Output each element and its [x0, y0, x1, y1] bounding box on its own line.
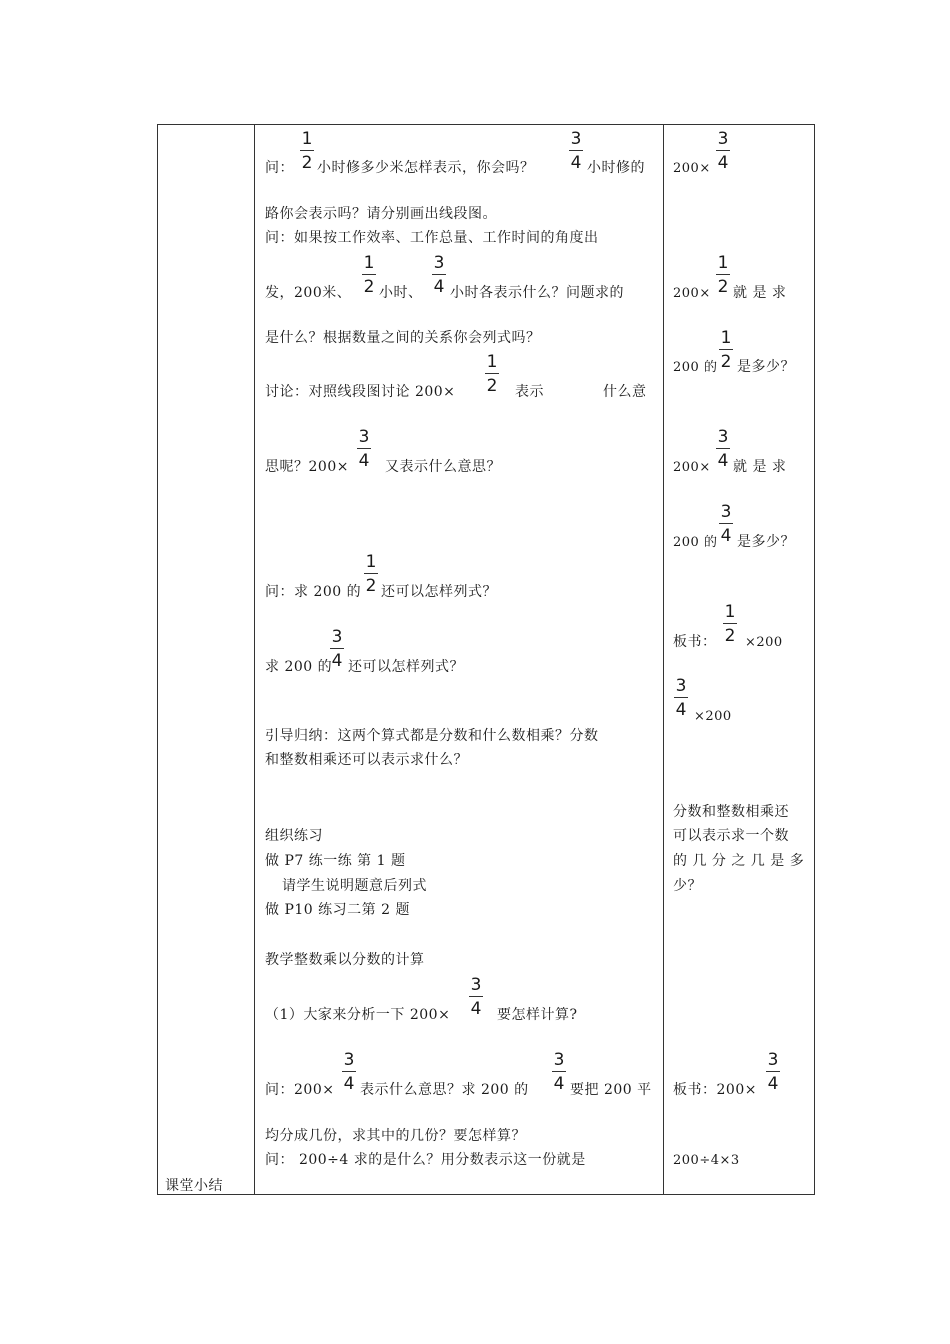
text-line: 是多少？: [737, 359, 795, 375]
text-line: 小时、: [379, 285, 423, 301]
section-label-summary: 课堂小结: [165, 1178, 223, 1194]
text-line: 表示: [515, 384, 544, 400]
fraction-three-quarters: 3 4: [767, 1050, 779, 1094]
fraction-three-quarters: 3 4: [717, 129, 729, 173]
fraction-three-quarters: 3 4: [720, 502, 732, 546]
text-line: 的 几 分 之 几 是 多: [673, 853, 805, 869]
fraction-three-quarters: 3 4: [470, 975, 482, 1019]
fraction-three-quarters: 3 4: [343, 1050, 355, 1094]
fraction-three-quarters: 3 4: [358, 427, 370, 471]
text-line: 和整数相乘还可以表示求什么？: [265, 752, 468, 768]
fraction-one-half: 1 2: [365, 552, 377, 596]
fraction-three-quarters: 3 4: [433, 253, 445, 297]
fraction-one-half: 1 2: [301, 129, 313, 173]
column-divider: [254, 125, 255, 1194]
column-divider: [663, 125, 664, 1194]
fraction-one-half: 1 2: [724, 602, 736, 646]
text-line: 讨论：对照线段图讨论 200×: [265, 384, 456, 400]
text-line: 问： 200÷4 求的是什么？用分数表示这一份就是: [265, 1152, 586, 1168]
fraction-one-half: 1 2: [363, 253, 375, 297]
text-line: 200÷4×3: [673, 1153, 740, 1168]
text-line: （1）大家来分析一下 200×: [265, 1007, 451, 1023]
text-line: 均分成几份，求其中的几份？要怎样算？: [265, 1128, 526, 1144]
text-line: 200×: [673, 286, 711, 301]
fraction-one-half: 1 2: [717, 253, 729, 297]
text-line: 是什么？根据数量之间的关系你会列式吗？: [265, 330, 541, 346]
text-line: 表示什么意思？求 200 的: [360, 1082, 529, 1098]
fraction-one-half: 1 2: [720, 328, 732, 372]
text-line: 问：如果按工作效率、工作总量、工作时间的角度出: [265, 230, 599, 246]
text-line: 小时修多少米怎样表示，你会吗？: [317, 160, 535, 176]
fraction-one-half: 1 2: [486, 352, 498, 396]
text-line: 要怎样计算?: [497, 1007, 578, 1023]
text-line: 问：: [265, 160, 294, 176]
text-line: 做 P7 练一练 第 1 题: [265, 853, 406, 869]
text-line: 求 200 的: [265, 659, 333, 675]
text-line: 200 的: [673, 360, 718, 375]
fraction-three-quarters: 3 4: [553, 1050, 565, 1094]
fraction-three-quarters: 3 4: [570, 129, 582, 173]
text-line: 小时各表示什么？问题求的: [450, 285, 624, 301]
text-line: 板书：200×: [673, 1082, 757, 1098]
text-line: 小时修的: [587, 160, 645, 176]
text-line: 还可以怎样列式？: [348, 659, 464, 675]
text-line: 可以表示求一个数: [673, 828, 789, 844]
text-line: 要把 200 平: [570, 1082, 652, 1098]
text-line: 200 的: [673, 535, 718, 550]
text-line: 问：求 200 的: [265, 584, 362, 600]
text-line: 板书：: [673, 634, 717, 650]
text-line: 问：200×: [265, 1082, 335, 1098]
fraction-three-quarters: 3 4: [675, 676, 687, 720]
text-line: 200×: [673, 460, 711, 475]
text-line: 少？: [673, 878, 702, 894]
fraction-three-quarters: 3 4: [331, 627, 343, 671]
text-line: ×200: [694, 709, 732, 724]
text-line: 分数和整数相乘还: [673, 804, 789, 820]
text-line: 请学生说明题意后列式: [282, 878, 427, 894]
text-line: 200×: [673, 161, 711, 176]
text-line: 组织练习: [265, 828, 323, 844]
text-line: 又表示什么意思？: [385, 459, 501, 475]
text-line: 发，200米、: [265, 285, 352, 301]
text-line: 就 是 求: [733, 285, 787, 301]
text-line: 教学整数乘以分数的计算: [265, 952, 425, 968]
fraction-three-quarters: 3 4: [717, 427, 729, 471]
text-line: 引导归纳：这两个算式都是分数和什么数相乘？分数: [265, 728, 599, 744]
text-line: 思呢？200×: [265, 459, 349, 475]
text-line: ×200: [745, 635, 783, 650]
text-line: 做 P10 练习二第 2 题: [265, 902, 410, 918]
text-line: 还可以怎样列式？: [381, 584, 497, 600]
text-line: 就 是 求: [733, 459, 787, 475]
text-line: 路你会表示吗？请分别画出线段图。: [265, 206, 497, 222]
text-line: 什么意: [603, 384, 647, 400]
text-line: 是多少？: [737, 534, 795, 550]
